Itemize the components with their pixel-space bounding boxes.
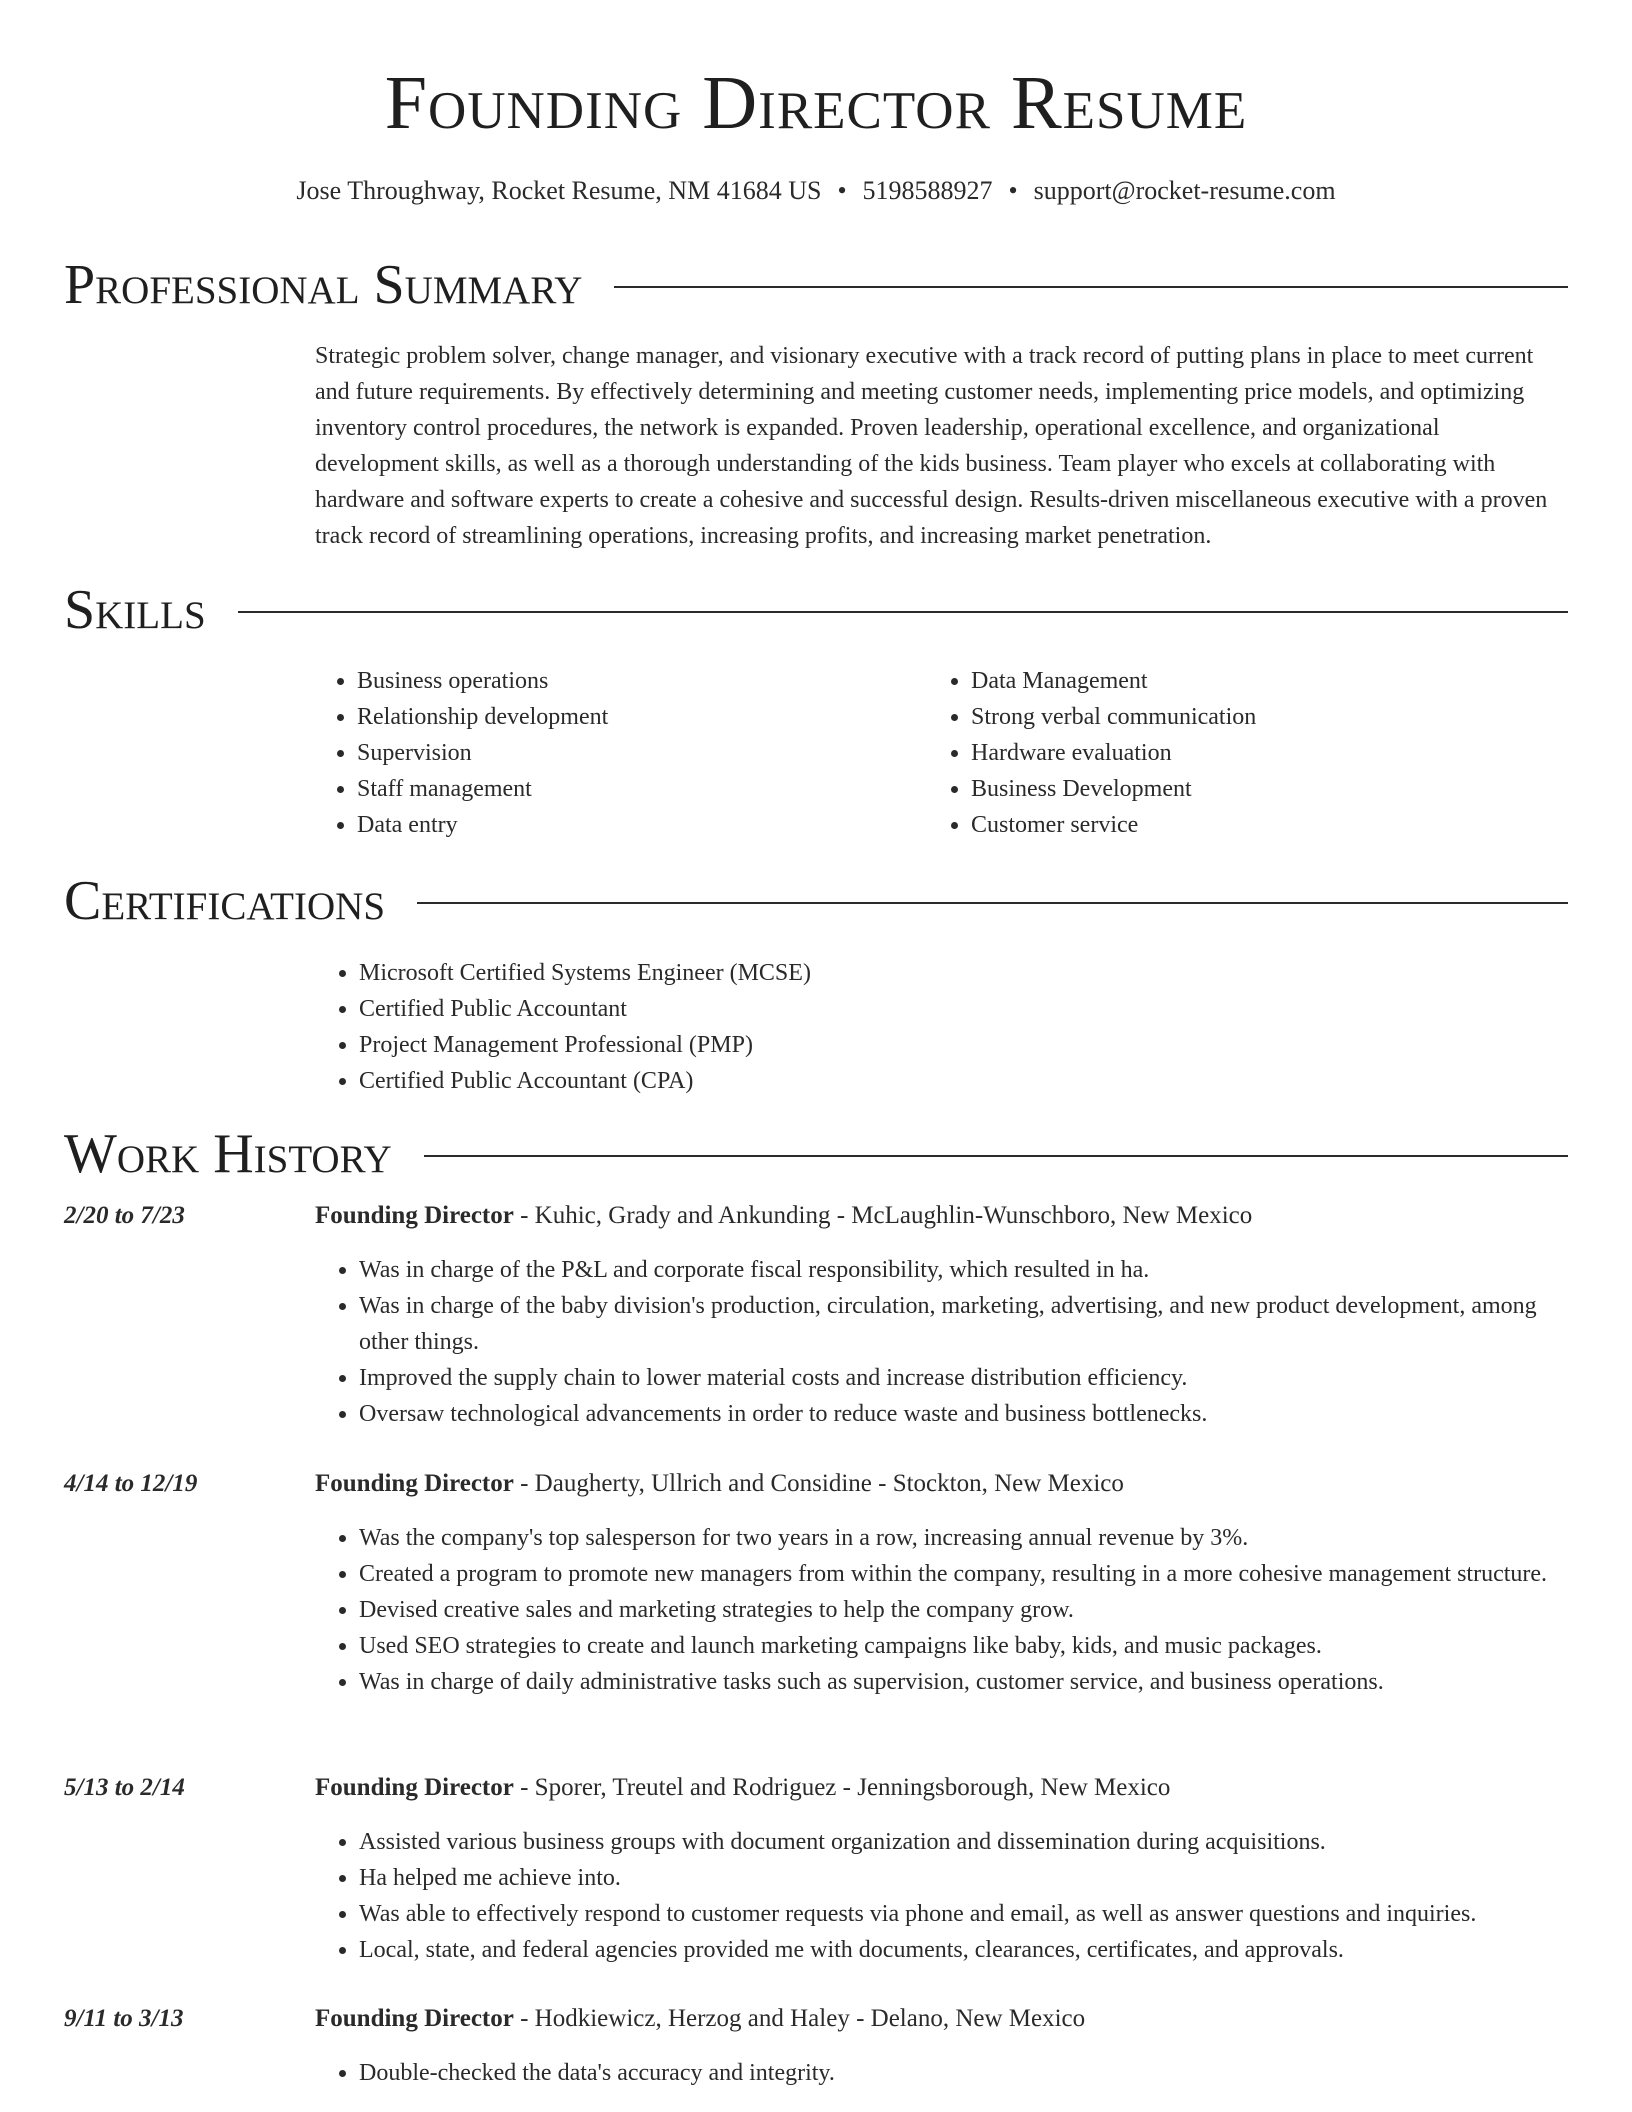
job-dates: 2/20 to 7/23 <box>64 1202 185 1229</box>
contact-email: support@rocket-resume.com <box>1033 176 1336 205</box>
skills-column-right <box>927 663 1487 843</box>
summary-heading: Professional Summary <box>64 254 583 316</box>
job-header <box>315 2001 1568 2037</box>
certifications-list <box>315 955 1555 1099</box>
job-header <box>315 1466 1568 1502</box>
contact-address: Jose Throughway, Rocket Resume, NM 41684 US <box>296 176 822 205</box>
section-divider <box>614 286 1568 288</box>
job-company-location: - Hodkiewicz, Herzog and Haley - Delano, New Mexico <box>513 2005 1086 2032</box>
job-bullet: • Oversaw technological advancements in order to reduce waste and business bottlenecks. <box>359 1396 1568 1432</box>
certification-item: • Project Management Professional (PMP) <box>359 1027 1555 1063</box>
job-bullet: • Improved the supply chain to lower material costs and increase distribution efficiency. <box>359 1360 1568 1396</box>
section-divider <box>417 902 1568 904</box>
job-bullet: • Used SEO strategies to create and launch marketing campaigns like baby, kids, and music packages. <box>359 1628 1568 1664</box>
job-bullet: • Was in charge of daily administrative tasks such as supervision, customer service, and business operations. <box>359 1664 1568 1700</box>
contact-separator: • <box>1008 176 1018 205</box>
skill-item: • Business Development <box>971 771 1487 807</box>
skill-item: • Data Management <box>971 663 1487 699</box>
skill-item: • Relationship development <box>357 699 873 735</box>
contact-separator: • <box>837 176 847 205</box>
job-bullet: • Was in charge of the baby division's production, circulation, marketing, advertising, and new product development, among other things. <box>359 1288 1568 1360</box>
skills-section-header <box>64 578 1568 642</box>
job-bullet: • Was the company's top salesperson for two years in a row, increasing annual revenue by 3%. <box>359 1520 1568 1556</box>
job-bullet: • Double-checked the data's accuracy and integrity. <box>359 2055 1568 2091</box>
job-title: Founding Director <box>315 1774 514 1801</box>
contact-line <box>0 174 1632 208</box>
skill-item: • Customer service <box>971 807 1487 843</box>
job-bullet: • Local, state, and federal agencies provided me with documents, clearances, certificates, and approvals. <box>359 1932 1568 1968</box>
job-header <box>315 1198 1568 1234</box>
job-bullets <box>315 2055 1568 2091</box>
skill-item: • Supervision <box>357 735 873 771</box>
certifications-heading: Certifications <box>64 870 386 932</box>
summary-text: Strategic problem solver, change manager, and visionary executive with a track record of putting plans in place to meet current and future requirements. By effectively determining and meeting customer needs, implementing price models, and optimizing inventory control procedures, the network is expanded. Proven leadership, operational excellence, and organizational development skills, as well as a thorough understanding of the kids business. Team player who excels at collaborating with hardware and software experts to create a cohesive and successful design. Results-driven miscellaneous executive with a proven track record of streamlining operations, increasing profits, and increasing market penetration. <box>315 343 1548 549</box>
skills-heading: Skills <box>64 579 206 641</box>
skills-column-left <box>313 663 873 843</box>
certification-item: • Microsoft Certified Systems Engineer (MCSE) <box>359 955 1555 991</box>
skill-item: • Hardware evaluation <box>971 735 1487 771</box>
job-bullets <box>315 1520 1568 1700</box>
certifications-section-header <box>64 869 1568 933</box>
job-company-location: - Kuhic, Grady and Ankunding - McLaughlin-Wunschboro, New Mexico <box>513 1202 1253 1229</box>
job-bullet: • Ha helped me achieve into. <box>359 1860 1568 1896</box>
job-header <box>315 1770 1568 1806</box>
work-history-heading: Work History <box>64 1123 392 1185</box>
skill-item: • Business operations <box>357 663 873 699</box>
job-company-location: - Sporer, Treutel and Rodriguez - Jenningsborough, New Mexico <box>513 1774 1171 1801</box>
work-history-section-header <box>64 1122 1568 1186</box>
job-bullet: • Created a program to promote new managers from within the company, resulting in a more cohesive management structure. <box>359 1556 1568 1592</box>
job-bullet: • Was in charge of the P&L and corporate fiscal responsibility, which resulted in ha. <box>359 1252 1568 1288</box>
job-dates: 9/11 to 3/13 <box>64 2005 184 2032</box>
skill-item: • Staff management <box>357 771 873 807</box>
contact-phone: 5198588927 <box>862 176 993 205</box>
job-bullet: • Devised creative sales and marketing strategies to help the company grow. <box>359 1592 1568 1628</box>
job-dates: 4/14 to 12/19 <box>64 1470 198 1497</box>
certification-item: • Certified Public Accountant <box>359 991 1555 1027</box>
job-dates: 5/13 to 2/14 <box>64 1774 185 1801</box>
job-title: Founding Director <box>315 1470 514 1497</box>
job-bullets <box>315 1252 1568 1432</box>
section-divider <box>424 1155 1568 1157</box>
job-title: Founding Director <box>315 1202 514 1229</box>
certification-item: • Certified Public Accountant (CPA) <box>359 1063 1555 1099</box>
summary-section-header <box>64 253 1568 317</box>
job-company-location: - Daugherty, Ullrich and Considine - Stockton, New Mexico <box>513 1470 1124 1497</box>
skill-item: • Data entry <box>357 807 873 843</box>
skill-item: • Strong verbal communication <box>971 699 1487 735</box>
job-bullets <box>315 1824 1568 1968</box>
job-bullet: • Assisted various business groups with document organization and dissemination during acquisitions. <box>359 1824 1568 1860</box>
job-title: Founding Director <box>315 2005 514 2032</box>
section-divider <box>238 611 1568 613</box>
page-title: Founding Director Resume <box>384 61 1248 145</box>
job-bullet: • Was able to effectively respond to customer requests via phone and email, as well as answer questions and inquiries. <box>359 1896 1568 1932</box>
